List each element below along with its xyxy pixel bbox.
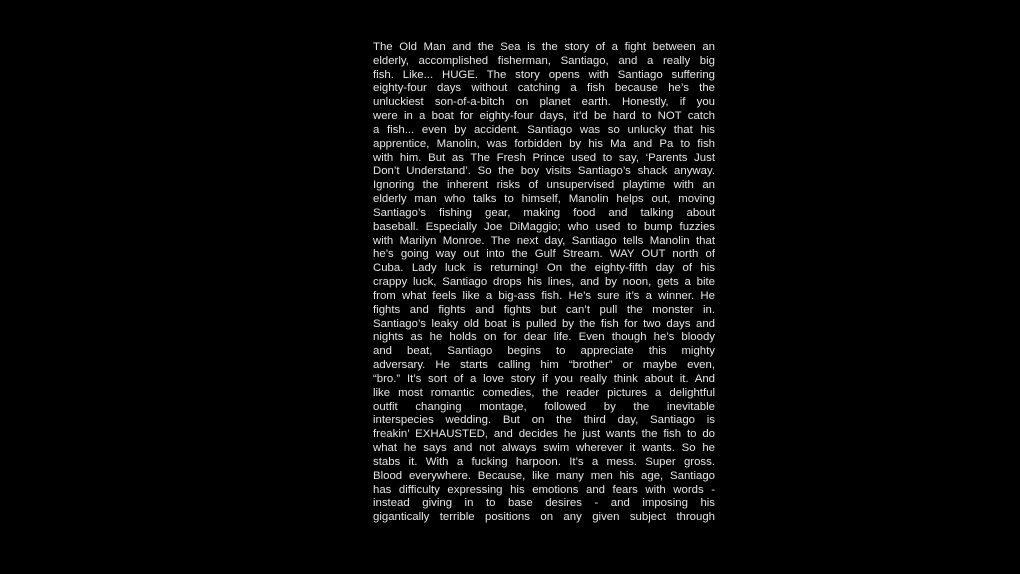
- text-line: The Old Man and the Sea is the story of a fight between an: [373, 41, 715, 53]
- text-line: Cuba. Lady luck is returning! On the eighty-fifth day of his: [373, 262, 715, 275]
- text-line: with him. But as The Fresh Prince used to say, ‘Parents Just: [373, 151, 715, 164]
- text-line: Santiago’s fishing gear, making food and talking about: [373, 206, 715, 219]
- text-line: he’s going way out into the Gulf Stream. WAY OUT north of: [373, 248, 715, 261]
- text-line: instead giving in to base desires - and imposing his: [373, 497, 715, 510]
- text-line: fights and fights and fights but can’t pull the monster in.: [373, 303, 715, 316]
- text-line: has difficulty expressing his emotions and fears with words -: [373, 483, 715, 496]
- text-line: Santiago’s leaky old boat is pulled by the fish for two days and: [373, 317, 715, 330]
- text-line: with Marilyn Monroe. The next day, Santiago tells Manolin that: [373, 234, 715, 247]
- text-line: what he says and not always swim wherever it wants. So he: [373, 442, 715, 455]
- text-line: baseball. Especially Joe DiMaggio; who used to bump fuzzies: [373, 220, 715, 233]
- text-line: Blood everywhere. Because, like many men his age, Santiago: [373, 469, 715, 482]
- text-line: Ignoring the inherent risks of unsupervised playtime with an: [373, 179, 715, 192]
- text-line: fish. Like... HUGE. The story opens with Santiago suffering: [373, 68, 715, 81]
- text-line: elderly, accomplished fisherman, Santiago, and a really big: [373, 54, 715, 67]
- text-line: crappy luck, Santiago drops his lines, and by noon, gets a bite: [373, 276, 715, 289]
- text-line: Don’t Understand’. So the boy visits Santiago’s shack anyway.: [373, 165, 715, 178]
- text-line: elderly man who talks to himself, Manolin helps out, moving: [373, 193, 715, 206]
- text-line: gigantically terrible positions on any given subject through: [373, 511, 715, 524]
- text-line: were in a boat for eighty-four days, it’d be hard to NOT catch: [373, 110, 715, 123]
- text-line: interspecies wedding. But on the third day, Santiago is: [373, 414, 715, 427]
- text-line: unluckiest son-of-a-bitch on planet earth. Honestly, if you: [373, 96, 715, 109]
- scrolling-text-passage: [373, 41, 715, 525]
- text-line: “bro.” It’s sort of a love story if you really think about it. And: [373, 372, 715, 385]
- text-line: like most romantic comedies, the reader pictures a delightful: [373, 386, 715, 399]
- text-line: eighty-four days without catching a fish because he’s the: [373, 82, 715, 95]
- text-line: nights as he holds on for dear life. Even though he’s bloody: [373, 331, 715, 344]
- text-line: freakin’ EXHAUSTED, and decides he just wants the fish to do: [373, 428, 715, 441]
- text-line: a fish... even by accident. Santiago was so unlucky that his: [373, 123, 715, 136]
- text-line: stabs it. With a fucking harpoon. It’s a mess. Super gross.: [373, 455, 715, 468]
- text-line: from what feels like a big-ass fish. He’s sure it’s a winner. He: [373, 289, 715, 302]
- text-line: apprentice, Manolin, was forbidden by his Ma and Pa to fish: [373, 137, 715, 150]
- text-line: and beat, Santiago begins to appreciate this mighty: [373, 345, 715, 358]
- text-line: adversary. He starts calling him “brother” or maybe even,: [373, 359, 715, 372]
- text-line: outfit changing montage, followed by the inevitable: [373, 400, 715, 413]
